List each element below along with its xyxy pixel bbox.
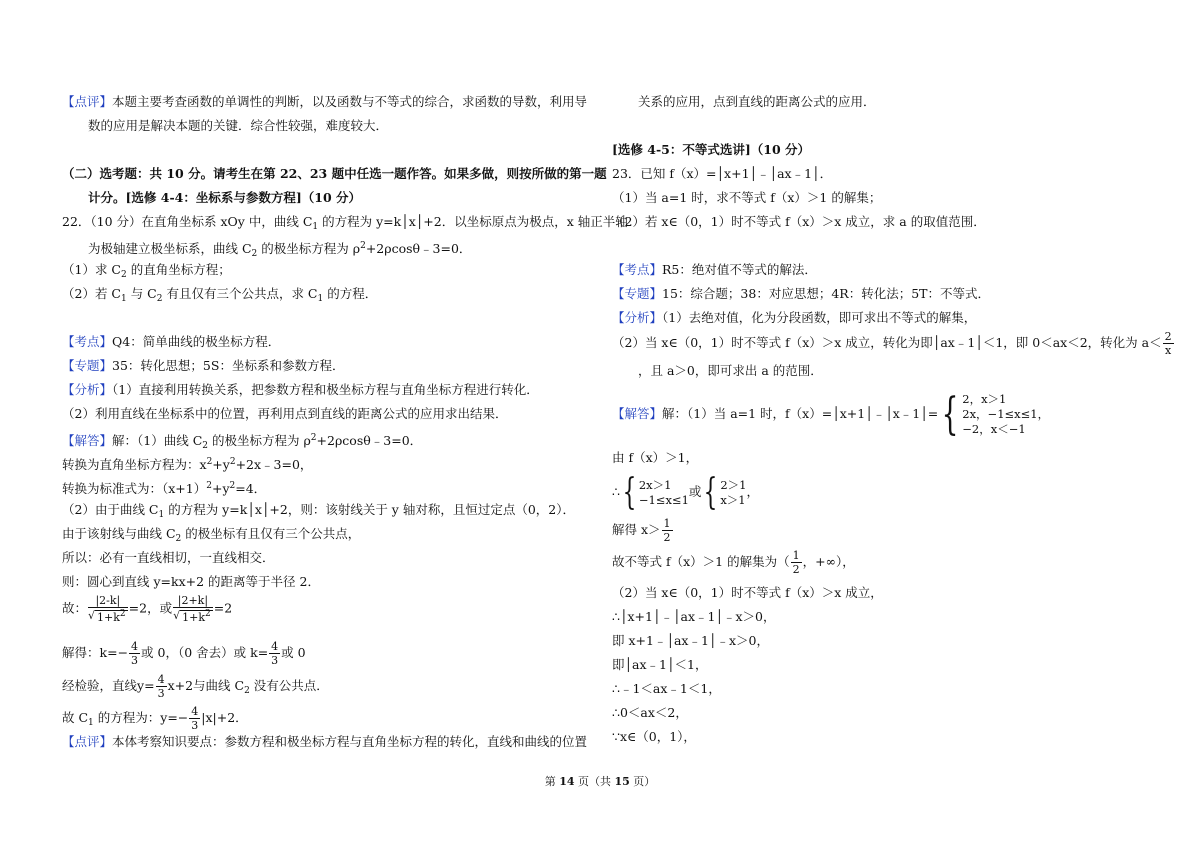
solution-line: ∵x∈（0，1）， bbox=[612, 729, 696, 744]
solution-line: 即│ax﹣1│＜1， bbox=[612, 657, 708, 672]
distance-equation: 故： $\frac{|2-k|}{√ 1+k^2}$ =2，或 $\frac{|2+k|}{√ 1+k^2}$ =2 bbox=[62, 594, 233, 624]
solution-line: 故不等式 f（x）＞1 的解集为（ $\frac{1}{2}$ ，+∞）， bbox=[612, 549, 855, 576]
fenxi-line: 【分析】（1）去绝对值，化为分段函数，即可求出不等式的解集， bbox=[612, 310, 977, 325]
fenxi-line: （2）利用直线在坐标系中的位置，再利用点到直线的距离公式的应用求出结果． bbox=[62, 406, 508, 421]
solution-line: 即 x+1﹣│ax﹣1│﹣x＞0， bbox=[612, 633, 769, 648]
section-heading: [选修 4-5：不等式选讲]（10 分） bbox=[612, 142, 811, 157]
zhuanti-line: 【专题】15：综合题；38：对应思想；4R：转化法；5T：不等式． bbox=[612, 286, 990, 301]
kaodian-line: 【考点】R5：绝对值不等式的解法． bbox=[612, 262, 817, 277]
fraction: $\frac{|2-k|}{√ 1+k^2}$ bbox=[88, 594, 126, 624]
solution-line: 由 f（x）＞1， bbox=[612, 450, 699, 465]
comment-line: 【点评】本题主要考查函数的单调性的判断，以及函数与不等式的综合，求函数的导数，利用导 bbox=[62, 94, 588, 109]
solution-line: 则：圆心到直线 y=kx+2 的距离等于半径 2． bbox=[62, 574, 320, 589]
solution-line: 由于该射线与曲线 $C_2$ 的极坐标有且仅有三个公共点， bbox=[62, 526, 361, 544]
solution-line: ∴0＜ax＜2， bbox=[612, 705, 688, 720]
question-part-2: （2）若 $C_1$ 与 $C_2$ 有且仅有三个公共点，求 $C_1$ 的方程． bbox=[62, 286, 378, 304]
piecewise-cases: 2，x＞1 2x，−1≤x≤1， −2，x＜−1 bbox=[962, 392, 1050, 436]
section-heading: （二）选考题：共 10 分。请考生在第 22、23 题中任选一题作答。如果多做，则按所做的第一题 bbox=[62, 166, 607, 181]
solution-system: ∴{ 2x＞1 −1≤x≤1 或{ 2＞1 x＞1 ， bbox=[612, 471, 759, 513]
page-footer: 第 14 页（共 15 页） bbox=[544, 775, 656, 788]
fraction: $\frac{|2+k|}{√ 1+k^2}$ bbox=[173, 594, 211, 624]
solution-line: 故 $C_1$ 的方程为：y=− $\frac{4}{3}$ |x|+2． bbox=[62, 705, 248, 732]
solution-line: （2）由于曲线 $C_1$ 的方程为 y=k│x│+2，则：该射线关于 y 轴对称，且恒过定点（0，2）． bbox=[62, 502, 575, 520]
solution-line: ∴﹣1＜ax﹣1＜1， bbox=[612, 681, 721, 696]
comment-tag: 【点评】 bbox=[62, 94, 113, 109]
comment-line: 【点评】本体考察知识要点：参数方程和极坐标方程与直角坐标方程的转化，直线和曲线的位置 bbox=[62, 734, 588, 749]
fenxi-line: ，且 a＞0，即可求出 a 的范围． bbox=[638, 363, 823, 378]
fenxi-line: （2）当 x∈（0，1）时不等式 f（x）＞x 成立，转化为即│ax﹣1│＜1，即 0＜ax＜2，转化为 a＜ $\frac{2}{x}$ bbox=[612, 330, 1172, 357]
zhuanti-line: 【专题】35：转化思想；5S：坐标系和参数方程． bbox=[62, 358, 345, 373]
question-22: 为极轴建立极坐标系，曲线 $C_2$ 的极坐标方程为 $\rho^2+2\rho\cos\theta﹣3=0$． bbox=[88, 241, 472, 259]
solution-line: ∴│x+1│﹣│ax﹣1│﹣x＞0， bbox=[612, 609, 776, 624]
solution-line: 转换为直角坐标方程为：$x^2+y^2+2x﹣3=0$， bbox=[62, 457, 313, 472]
kaodian-line: 【考点】Q4：简单曲线的极坐标方程． bbox=[62, 334, 281, 349]
solution-line: 经检验，直线y= $\frac{4}{3}$ x+2与曲线 $C_2$ 没有公共点． bbox=[62, 673, 329, 700]
page-number: 14 bbox=[559, 775, 575, 788]
solution-piecewise: 【解答】解：（1）当 a=1 时，f（x）=│x+1│﹣│x﹣1│={ 2，x＞1 2x，−1≤x≤1， −2，x＜−1 bbox=[612, 388, 1050, 440]
solution-line: （2）当 x∈（0，1）时不等式 f（x）＞x 成立， bbox=[612, 585, 883, 600]
question-part-2: （2）若 x∈（0，1）时不等式 f（x）＞x 成立，求 a 的取值范围． bbox=[612, 214, 986, 229]
section-heading: 计分。[选修 4-4：坐标系与参数方程]（10 分） bbox=[88, 190, 362, 205]
question-22: 22．（10 分）在直角坐标系 xOy 中，曲线 $C_1$ 的方程为 y=k│x│+2．以坐标原点为极点，x 轴正半轴 bbox=[62, 214, 628, 232]
solution-line: 解得：k=− $\frac{4}{3}$ 或 0，（0 舍去）或 k= $\frac{4}{3}$ 或 0 bbox=[62, 640, 306, 667]
question-part-1: （1）求 $C_2$ 的直角坐标方程； bbox=[62, 262, 231, 280]
comment-continuation: 关系的应用，点到直线的距离公式的应用． bbox=[638, 94, 876, 109]
fenxi-line: 【分析】（1）直接利用转换关系，把参数方程和极坐标方程与直角坐标方程进行转化． bbox=[62, 382, 539, 397]
solution-line: 所以：必有一直线相切，一直线相交． bbox=[62, 550, 275, 565]
right-column bbox=[612, 0, 1172, 848]
question-part-1: （1）当 a=1 时，求不等式 f（x）＞1 的解集； bbox=[612, 190, 882, 205]
solution-line: 解得 x＞ $\frac{1}{2}$ bbox=[612, 517, 671, 544]
solution-line: 【解答】解：（1）曲线 $C_2$ 的极坐标方程为 $\rho^2+2\rho\cos\theta﹣3=0$． bbox=[62, 433, 423, 451]
page-total: 15 bbox=[614, 775, 630, 788]
question-23: 23．已知 f（x）=│x+1│﹣│ax﹣1│． bbox=[612, 166, 833, 181]
solution-line: 转换为标准式为：$(x+1)^2+y^2=4$． bbox=[62, 481, 267, 496]
left-brace: { bbox=[941, 388, 959, 440]
comment-line: 数的应用是解决本题的关键．综合性较强，难度较大． bbox=[88, 118, 389, 133]
